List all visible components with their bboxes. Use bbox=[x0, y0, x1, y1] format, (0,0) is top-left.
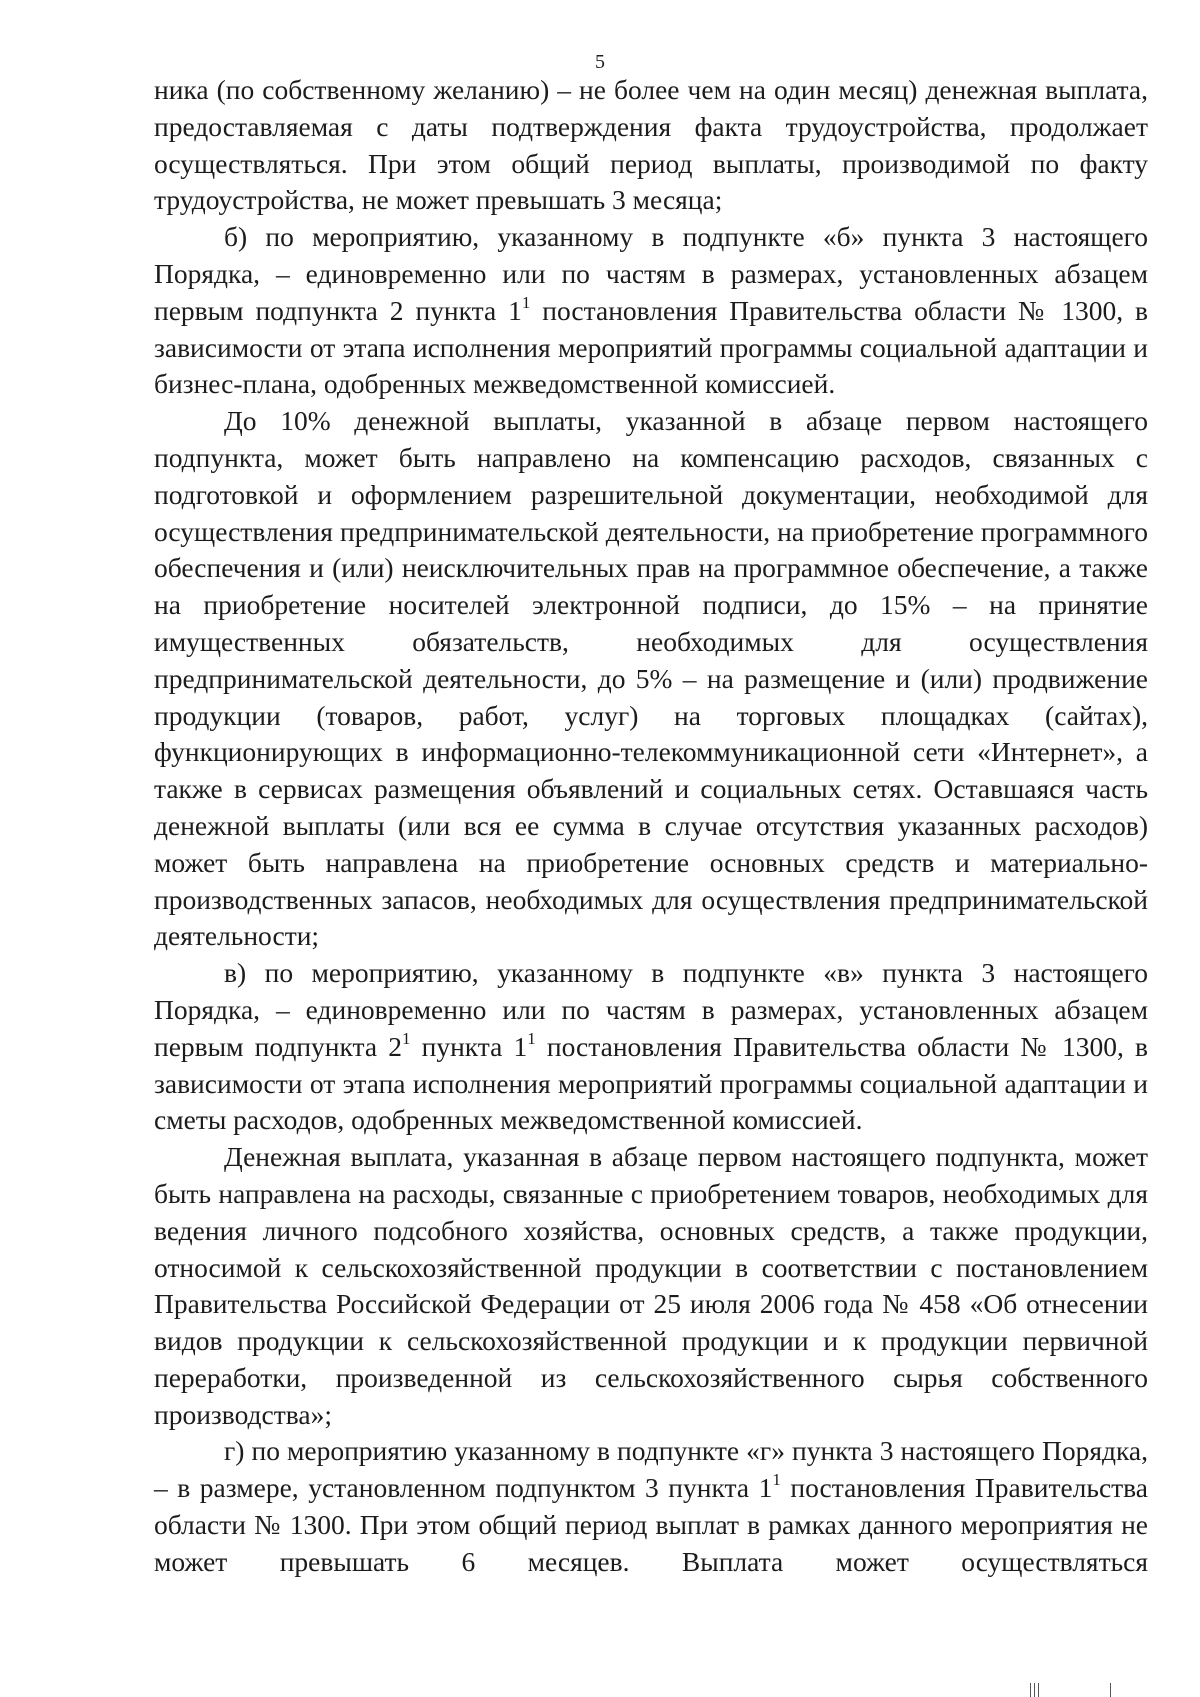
paragraph-text: постановления Правительства области № 1300. При этом общий период выплат в рамках данного мероприятия не может превышать 6 месяцев. Выплата может осуществляться bbox=[154, 1472, 1148, 1577]
superscript: 1 bbox=[401, 1028, 411, 1048]
scan-mark bbox=[1034, 1683, 1035, 1697]
paragraph-text: постановления Правительства области № 1300, в зависимости от этапа исполнения мероприятий программы социальной адаптации и бизнес-плана, одобренных межведомственной комиссией. bbox=[154, 294, 1148, 400]
scan-mark bbox=[1110, 1683, 1111, 1697]
scan-mark bbox=[1038, 1683, 1039, 1697]
paragraph-subitem-b bbox=[154, 219, 1148, 403]
superscript: 1 bbox=[521, 292, 531, 312]
paragraph-text: г) по мероприятию указанному в подпункте «г» пункта 3 настоящего Порядка, – в размере, установленном подпунктом 3 пункта 1 bbox=[154, 1435, 1148, 1504]
paragraph-subitem-v bbox=[154, 955, 1148, 1139]
superscript: 1 bbox=[772, 1470, 781, 1490]
paragraph-text: постановления Правительства области № 1300, в зависимости от этапа исполнения мероприятий программы социальной адаптации и сметы расходов, одобренных межведомственной комиссией. bbox=[154, 1030, 1148, 1136]
paragraph-continuation: ника (по собственному желанию) – не более чем на один месяц) денежная выплата, предоставляемая с даты подтверждения факта трудоустройства, продолжает осуществляться. При этом общий период выплаты, производимой по факту трудоустройства, не может превышать 3 месяца; bbox=[154, 74, 1148, 216]
scan-edge-marks bbox=[1020, 1675, 1140, 1697]
paragraph-expense-limits: До 10% денежной выплаты, указанной в абзаце первом настоящего подпункта, может быть направлено на компенсацию расходов, связанных с подготовкой и оформлением разрешительной документации, необходимой для осуществления предпринимательской деятельности, на приобретение программного обеспечения и (или) неисключительных прав на программное обеспечение, а также на приобретение носителей электронной подписи, до 15% – на принятие имущественных обязательств, необходимых для осуществления предпринимательской деятельности, до 5% – на размещение и (или) продвижение продукции (товаров, работ, услуг) на торговых площадках (сайтах), функционирующих в информационно-телекоммуникационной сети «Интернет», а также в сервисах размещения объявлений и социальных сетях. Оставшаяся часть денежной выплаты (или вся ее сумма в случае отсутствия указанных расходов) может быть направлена на приобретение основных средств и материально-производственных запасов, необходимых для осуществления предпринимательской деятельности; bbox=[154, 405, 1148, 952]
paragraph-subitem-g bbox=[154, 1433, 1148, 1580]
paragraph-text: пункта 1 bbox=[410, 1030, 528, 1062]
paragraph-text: б) по мероприятию, указанному в подпункте «б» пункта 3 настоящего Порядка, – единовременно или по частям в размерах, установленных абзацем первым подпункта 2 пункта 1 bbox=[154, 221, 1148, 326]
paragraph-agricultural-expenses: Денежная выплата, указанная в абзаце первом настоящего подпункта, может быть направлена на расходы, связанные с приобретением товаров, необходимых для ведения личного подсобного хозяйства, основных средств, а также продукции, относимой к сельскохозяйственной продукции в соответствии с постановлением Правительства Российской Федерации от 25 июля 2006 года № 458 «Об отнесении видов продукции к сельскохозяйственной продукции и к продукции первичной переработки, произведенной из сельскохозяйственного сырья собственного производства»; bbox=[154, 1141, 1148, 1430]
page-number: 5 bbox=[595, 51, 605, 73]
superscript: 1 bbox=[527, 1028, 536, 1048]
scan-mark bbox=[1030, 1683, 1031, 1697]
paragraph-text: в) по мероприятию, указанному в подпункте «в» пункта 3 настоящего Порядка, – единовременно или по частям в размерах, установленных абзацем первым подпункта 2 bbox=[154, 957, 1148, 1062]
document-body bbox=[154, 72, 1148, 1581]
